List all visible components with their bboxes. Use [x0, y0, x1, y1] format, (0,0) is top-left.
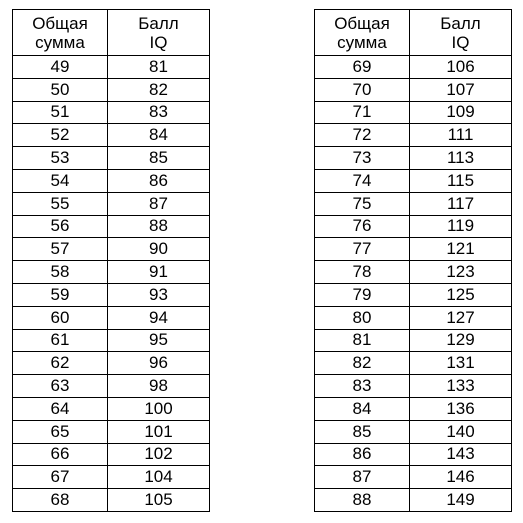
- table-row: [315, 124, 512, 147]
- table-row: [13, 489, 210, 512]
- table-row: [315, 283, 512, 306]
- iq-score-cell: 127: [410, 306, 512, 329]
- total-sum-cell: 80: [315, 306, 410, 329]
- iq-score-cell: 109: [410, 101, 512, 124]
- total-sum-cell: 68: [13, 489, 108, 512]
- total-sum-cell: 83: [315, 375, 410, 398]
- header-line: сумма: [337, 32, 387, 52]
- total-sum-cell: 51: [13, 101, 108, 124]
- total-sum-cell: 81: [315, 329, 410, 352]
- table-row: [315, 101, 512, 124]
- iq-score-cell: 105: [108, 489, 210, 512]
- table-row: [315, 78, 512, 101]
- iq-score-cell: 85: [108, 147, 210, 170]
- table-row: [13, 192, 210, 215]
- total-sum-cell: 70: [315, 78, 410, 101]
- iq-score-cell: 87: [108, 192, 210, 215]
- total-sum-cell: 49: [13, 56, 108, 79]
- table-row: [315, 215, 512, 238]
- iq-score-cell: 101: [108, 420, 210, 443]
- total-sum-cell: 64: [13, 397, 108, 420]
- table-body: [13, 56, 210, 512]
- iq-score-cell: 104: [108, 466, 210, 489]
- table-row: [13, 283, 210, 306]
- iq-score-cell: 115: [410, 169, 512, 192]
- table-row: [13, 78, 210, 101]
- iq-score-cell: 123: [410, 261, 512, 284]
- table-row: [13, 352, 210, 375]
- table-row: [13, 169, 210, 192]
- header-total-sum: [13, 10, 108, 56]
- header-total-sum: [315, 10, 410, 56]
- iq-score-cell: 86: [108, 169, 210, 192]
- iq-score-cell: 84: [108, 124, 210, 147]
- header-line: Балл: [138, 13, 179, 33]
- iq-score-cell: 106: [410, 56, 512, 79]
- iq-score-cell: 117: [410, 192, 512, 215]
- table-row: [315, 443, 512, 466]
- total-sum-cell: 84: [315, 397, 410, 420]
- total-sum-cell: 67: [13, 466, 108, 489]
- total-sum-cell: 74: [315, 169, 410, 192]
- iq-score-cell: 131: [410, 352, 512, 375]
- total-sum-cell: 87: [315, 466, 410, 489]
- table-row: [13, 261, 210, 284]
- total-sum-cell: 78: [315, 261, 410, 284]
- total-sum-cell: 57: [13, 238, 108, 261]
- iq-score-cell: 140: [410, 420, 512, 443]
- total-sum-cell: 58: [13, 261, 108, 284]
- table-body: [315, 56, 512, 512]
- iq-score-cell: 94: [108, 306, 210, 329]
- table-header-row: [315, 10, 512, 56]
- total-sum-cell: 50: [13, 78, 108, 101]
- table-row: [13, 375, 210, 398]
- iq-score-cell: 143: [410, 443, 512, 466]
- total-sum-cell: 52: [13, 124, 108, 147]
- table-row: [13, 56, 210, 79]
- table-row: [315, 466, 512, 489]
- table-row: [13, 466, 210, 489]
- table-row: [315, 261, 512, 284]
- iq-score-cell: 146: [410, 466, 512, 489]
- table-row: [13, 147, 210, 170]
- total-sum-cell: 77: [315, 238, 410, 261]
- iq-score-cell: 149: [410, 489, 512, 512]
- iq-score-cell: 136: [410, 397, 512, 420]
- header-iq-score: [108, 10, 210, 56]
- header-line: IQ: [451, 32, 470, 52]
- iq-score-cell: 90: [108, 238, 210, 261]
- header-iq-score: [410, 10, 512, 56]
- header-line: IQ: [149, 32, 168, 52]
- total-sum-cell: 75: [315, 192, 410, 215]
- iq-score-cell: 81: [108, 56, 210, 79]
- total-sum-cell: 86: [315, 443, 410, 466]
- total-sum-cell: 59: [13, 283, 108, 306]
- table-row: [13, 124, 210, 147]
- table-row: [315, 306, 512, 329]
- table-row: [13, 420, 210, 443]
- iq-score-cell: 91: [108, 261, 210, 284]
- iq-score-cell: 83: [108, 101, 210, 124]
- total-sum-cell: 76: [315, 215, 410, 238]
- header-line: Балл: [440, 13, 481, 33]
- total-sum-cell: 53: [13, 147, 108, 170]
- table-row: [13, 215, 210, 238]
- score-table-left: [12, 9, 210, 512]
- header-line: сумма: [35, 32, 85, 52]
- total-sum-cell: 60: [13, 306, 108, 329]
- iq-score-cell: 133: [410, 375, 512, 398]
- table-row: [13, 397, 210, 420]
- iq-score-cell: 107: [410, 78, 512, 101]
- table-row: [315, 56, 512, 79]
- iq-score-cell: 96: [108, 352, 210, 375]
- total-sum-cell: 73: [315, 147, 410, 170]
- table-row: [13, 238, 210, 261]
- table-row: [315, 147, 512, 170]
- table-row: [315, 420, 512, 443]
- total-sum-cell: 82: [315, 352, 410, 375]
- table-row: [315, 352, 512, 375]
- iq-score-cell: 100: [108, 397, 210, 420]
- iq-score-cell: 82: [108, 78, 210, 101]
- table-header-row: [13, 10, 210, 56]
- total-sum-cell: 61: [13, 329, 108, 352]
- table-row: [315, 238, 512, 261]
- total-sum-cell: 85: [315, 420, 410, 443]
- table-row: [13, 306, 210, 329]
- table-row: [315, 375, 512, 398]
- iq-score-cell: 111: [410, 124, 512, 147]
- total-sum-cell: 55: [13, 192, 108, 215]
- table-row: [315, 489, 512, 512]
- score-table-right: [314, 9, 512, 512]
- iq-score-cell: 102: [108, 443, 210, 466]
- table-row: [315, 329, 512, 352]
- iq-score-cell: 98: [108, 375, 210, 398]
- iq-score-cell: 119: [410, 215, 512, 238]
- total-sum-cell: 54: [13, 169, 108, 192]
- total-sum-cell: 56: [13, 215, 108, 238]
- table-row: [13, 443, 210, 466]
- iq-score-cell: 125: [410, 283, 512, 306]
- total-sum-cell: 66: [13, 443, 108, 466]
- iq-score-cell: 113: [410, 147, 512, 170]
- iq-score-cell: 93: [108, 283, 210, 306]
- total-sum-cell: 71: [315, 101, 410, 124]
- total-sum-cell: 72: [315, 124, 410, 147]
- header-line: Общая: [32, 13, 88, 33]
- table-row: [315, 192, 512, 215]
- table-row: [315, 169, 512, 192]
- iq-score-cell: 88: [108, 215, 210, 238]
- total-sum-cell: 88: [315, 489, 410, 512]
- total-sum-cell: 63: [13, 375, 108, 398]
- iq-score-cell: 95: [108, 329, 210, 352]
- table-row: [13, 101, 210, 124]
- iq-score-cell: 129: [410, 329, 512, 352]
- total-sum-cell: 79: [315, 283, 410, 306]
- iq-score-cell: 121: [410, 238, 512, 261]
- header-line: Общая: [334, 13, 390, 33]
- table-row: [315, 397, 512, 420]
- total-sum-cell: 69: [315, 56, 410, 79]
- total-sum-cell: 62: [13, 352, 108, 375]
- total-sum-cell: 65: [13, 420, 108, 443]
- table-row: [13, 329, 210, 352]
